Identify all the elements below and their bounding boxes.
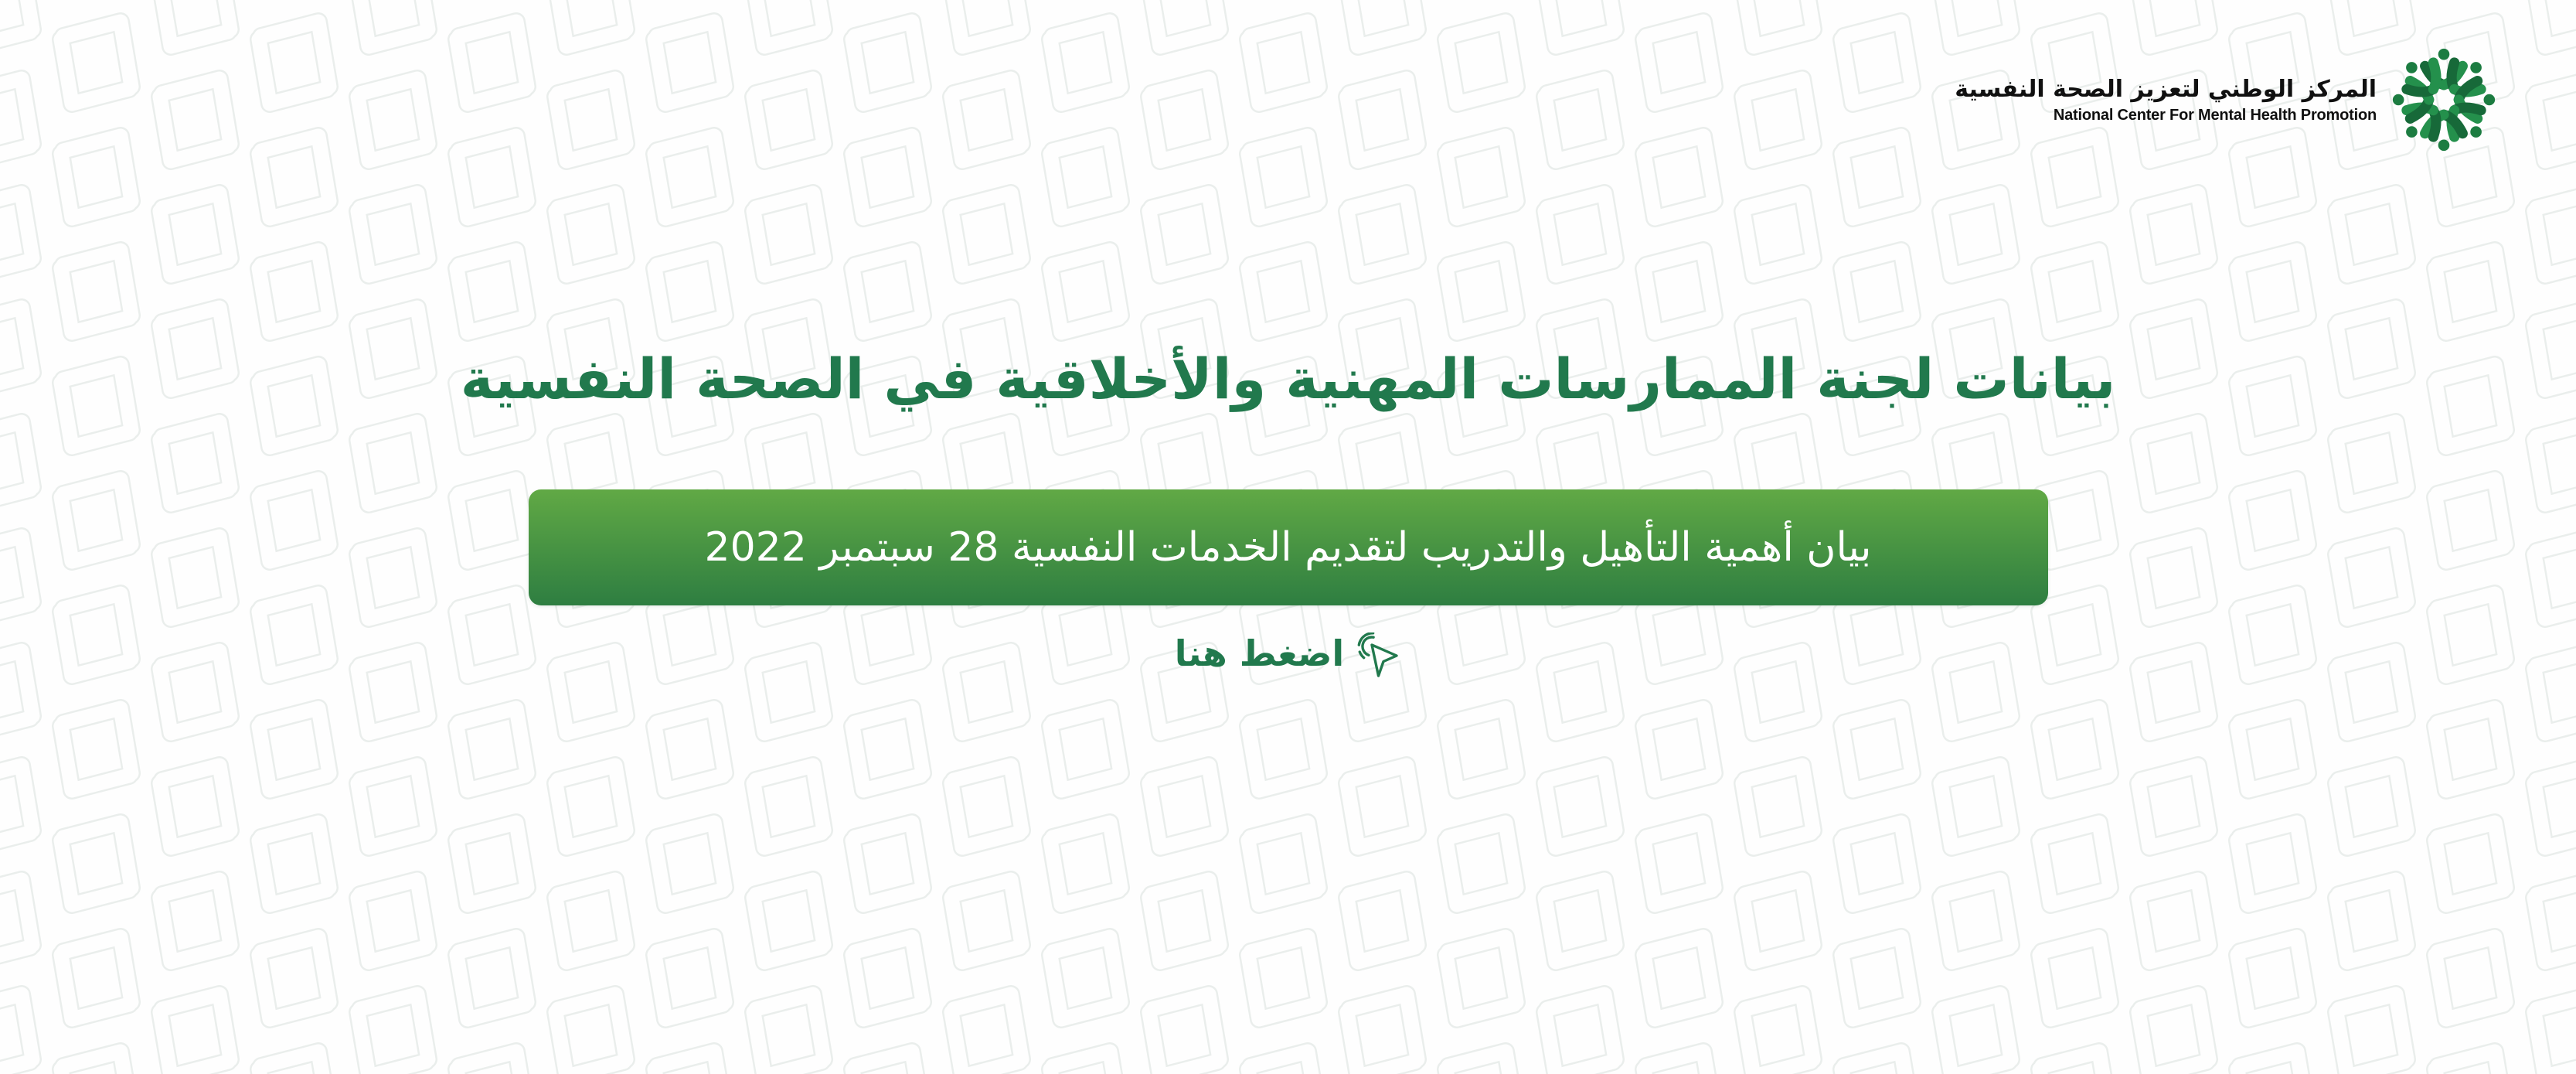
click-cursor-icon <box>1355 632 1401 679</box>
logo-name-english: National Center For Mental Health Promotion <box>2053 106 2377 124</box>
click-here-link[interactable] <box>0 628 2576 679</box>
statement-banner-button[interactable]: بيان أهمية التأهيل والتدريب لتقديم الخدمات النفسية 28 سبتمبر 2022 <box>529 489 2048 605</box>
click-here-label: اضغط هنا <box>1174 632 1345 674</box>
org-logo <box>1955 45 2499 155</box>
logo-name-arabic: المركز الوطني لتعزيز الصحة النفسية <box>1955 76 2377 104</box>
ncmhp-emblem-icon <box>2389 45 2499 155</box>
org-logo-text <box>1955 75 2377 124</box>
page-title: بيانات لجنة الممارسات المهنية والأخلاقية في الصحة النفسية <box>460 346 2116 411</box>
